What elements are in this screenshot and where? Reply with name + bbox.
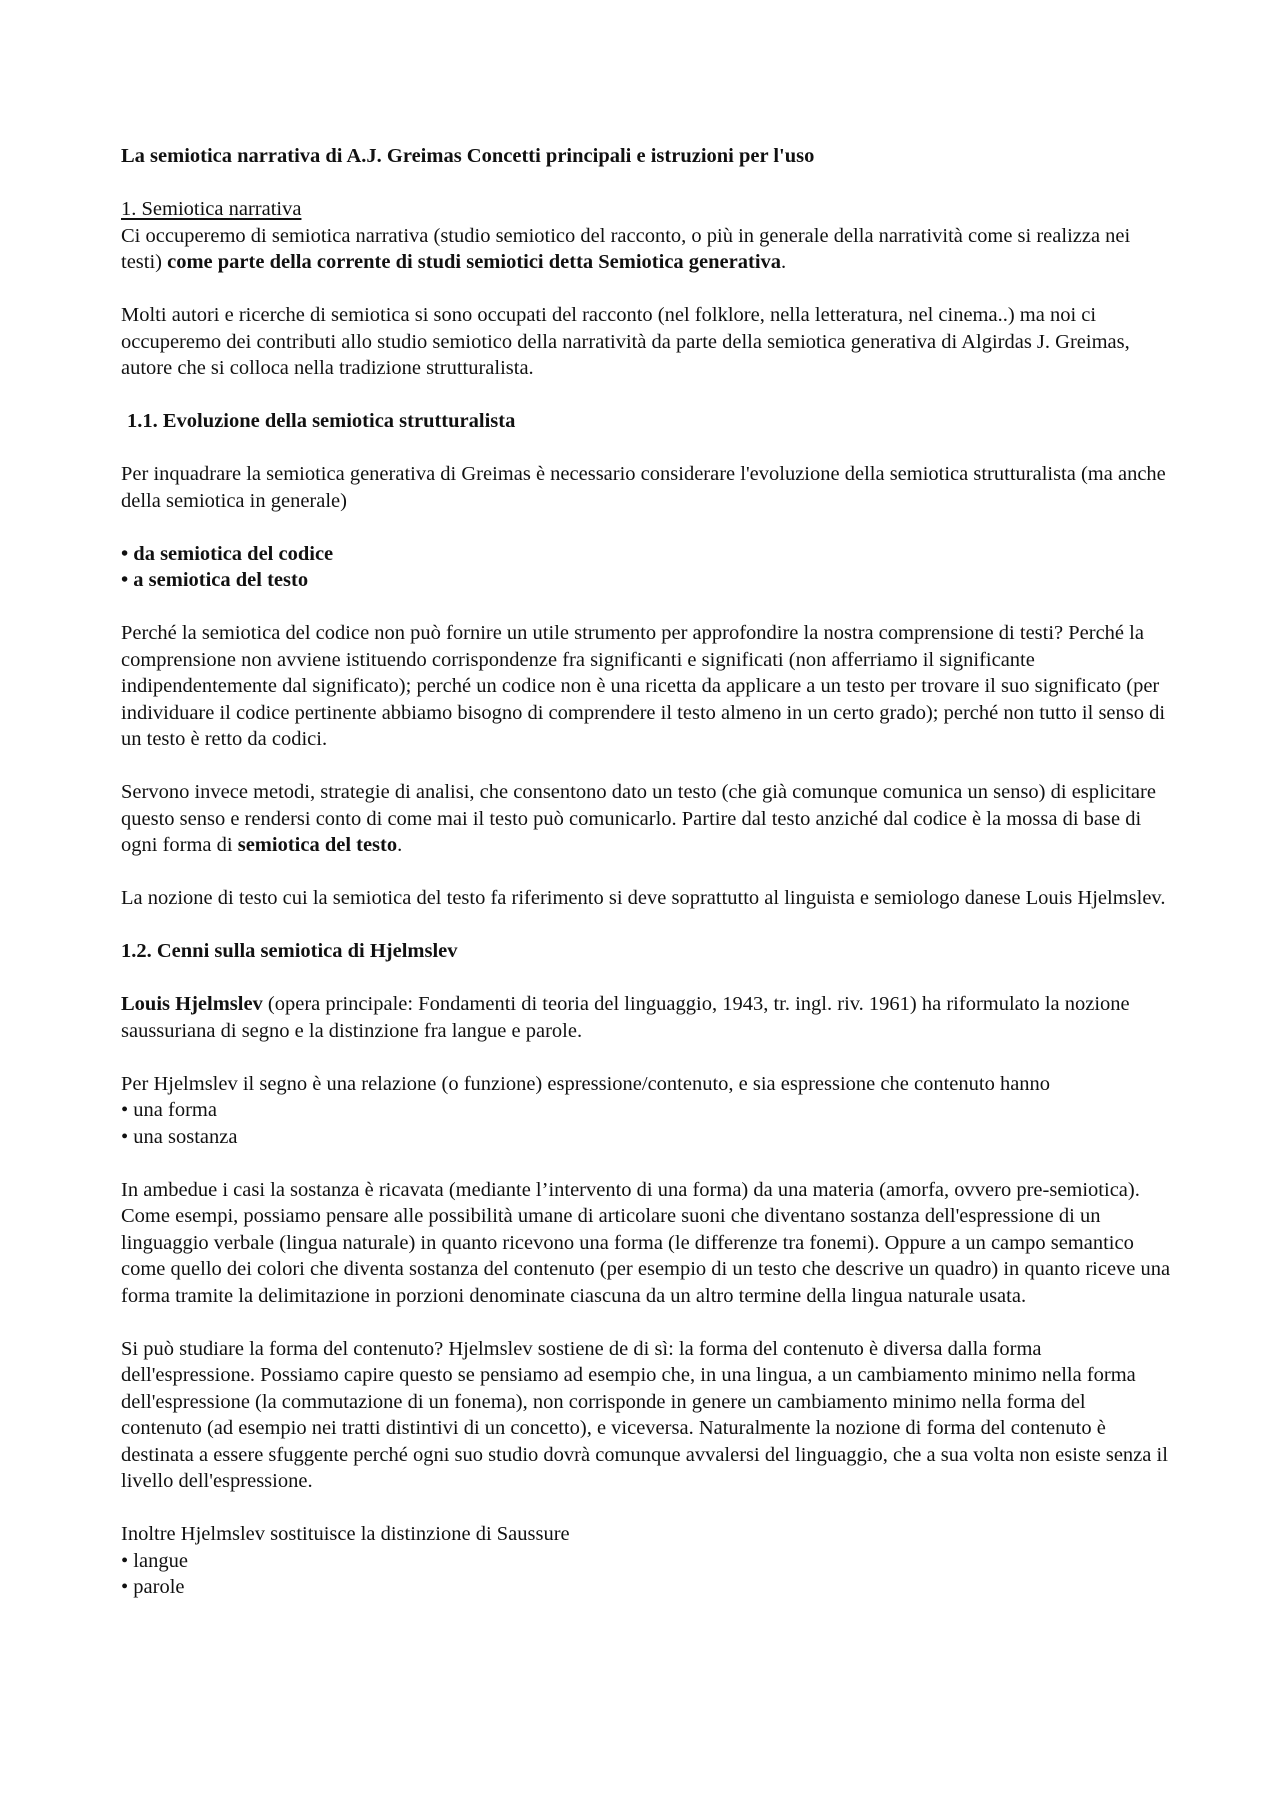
section-1-2-paragraph-3: In ambedue i casi la sostanza è ricavata (mediante l’intervento di una forma) da una materia (amorfa, ovvero pre-semiotica). Come esempi, possiamo pensare alle possibilità umane di articolare suoni che diventano sostanza dell'espressione di un linguaggio verbale (lingua naturale) in quanto ricevono una forma (le differenze tra fonemi). Oppure a un campo semantico come quello dei colori che diventa sostanza del contenuto (per esempio di un testo che descrive un quadro) in quanto riceve una forma tramite la delimitazione in porzioni denominate ciascuna da un altro termine della lingua naturale usata. — [121, 1178, 1171, 1307]
section-1-2 — [121, 938, 1171, 1601]
list-item: • da semiotica del codice — [121, 542, 334, 565]
form-substance-list — [121, 1097, 1171, 1150]
section-1-1-paragraph-4: La nozione di testo cui la semiotica del testo fa riferimento si deve soprattutto al linguista e semiologo danese Louis Hjelmslev. — [121, 887, 1166, 909]
document-title: La semiotica narrativa di A.J. Greimas Concetti principali e istruzioni per l'uso — [121, 145, 815, 167]
section-1 — [121, 196, 1171, 382]
list-item: • a semiotica del testo — [121, 569, 309, 591]
list-item: • una forma — [121, 1099, 217, 1121]
list-item: • parole — [121, 1576, 185, 1598]
section-1-2-paragraph-2: Per Hjelmslev il segno è una relazione (o funzione) espressione/contenuto, e sia espressione che contenuto hanno — [121, 1072, 1051, 1095]
section-1-2-paragraph-5: Inoltre Hjelmslev sostituisce la distinzione di Saussure — [121, 1523, 570, 1545]
text-run: (opera principale: Fondamenti di teoria del linguaggio, 1943, tr. ingl. riv. 1961) ha riformulato la nozione saussuriana di segno e la distinzione fra langue e parole. — [121, 993, 1130, 1042]
section-1-1-paragraph-3 — [121, 779, 1171, 859]
text-run: Servono invece metodi, strategie di analisi, che consentono dato un testo (che già comunque comunica un senso) di esplicitare questo senso e rendersi conto di come mai il testo può comunicarlo. Partire dal testo anziché dal codice è la mossa di base di ogni forma di — [121, 781, 1156, 856]
bold-run: Louis Hjelmslev — [121, 993, 263, 1015]
section-1-1 — [121, 408, 1171, 912]
list-item: • langue — [121, 1549, 188, 1572]
section-1-paragraph-1 — [121, 223, 1171, 276]
list-item: • una sostanza — [121, 1125, 238, 1148]
bold-run: semiotica del testo — [237, 834, 398, 856]
text-run: Ci occuperemo di semiotica narrativa (studio semiotico del racconto, o più in generale della narratività come si realizza nei testi) — [121, 224, 1131, 273]
text-run: . — [781, 251, 787, 273]
section-1-paragraph-2: Molti autori e ricerche di semiotica si sono occupati del racconto (nel folklore, nella letteratura, nel cinema..) ma noi ci occuperemo dei contributi allo studio semiotico della narratività da parte della semiotica generativa di Algirdas J. Greimas, autore che si colloca nella tradizione strutturalista. — [121, 304, 1130, 379]
section-1-2-paragraph-1 — [121, 991, 1171, 1044]
bold-run: come parte della corrente di studi semiotici detta Semiotica generativa — [167, 251, 782, 273]
document-page — [121, 143, 1171, 1627]
section-1-2-heading: 1.2. Cenni sulla semiotica di Hjelmslev — [121, 940, 458, 962]
code-text-list — [121, 541, 1171, 594]
langue-parole-list — [121, 1548, 1171, 1601]
section-1-1-paragraph-1: Per inquadrare la semiotica generativa di Greimas è necessario considerare l'evoluzione della semiotica strutturalista (ma anche della semiotica in generale) — [121, 463, 1166, 512]
section-1-heading: 1. Semiotica narrativa — [121, 198, 302, 220]
text-run: . — [397, 834, 403, 856]
section-1-1-paragraph-2: Perché la semiotica del codice non può fornire un utile strumento per approfondire la nostra comprensione di testi? Perché la comprensione non avviene istituendo corrispondenze fra significanti e significati (non afferriamo il significante indipendentemente dal significato); perché un codice non è una ricetta da applicare a un testo per trovare il suo significato (per individuare il codice pertinente abbiamo bisogno di comprendere il testo almeno in un certo grado); perché non tutto il senso di un testo è retto da codici. — [121, 622, 1166, 750]
section-1-1-heading: 1.1. Evoluzione della semiotica strutturalista — [127, 410, 516, 432]
section-1-2-paragraph-4: Si può studiare la forma del contenuto? Hjelmslev sostiene de di sì: la forma del contenuto è diversa dalla forma dell'espressione. Possiamo capire questo se pensiamo ad esempio che, in una lingua, a un cambiamento minimo nella forma dell'espressione (la commutazione di un fonema), non corrisponde in genere un cambiamento minimo nella forma del contenuto (ad esempio nei tratti distintivi di un concetto), e viceversa. Naturalmente la nozione di forma del contenuto è destinata a essere sfuggente perché ogni suo studio dovrà comunque avvalersi del linguaggio, che a sua volta non esiste senza il livello dell'espressione. — [121, 1337, 1168, 1492]
